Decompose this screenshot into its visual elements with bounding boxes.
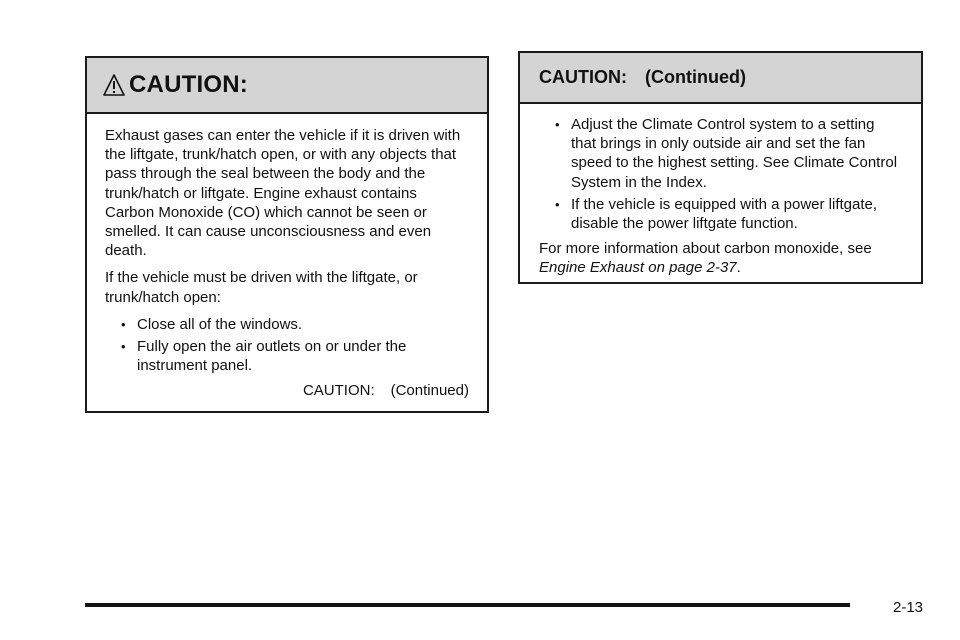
reference-link[interactable]: Engine Exhaust on page 2-37 [539,259,737,277]
list-item [539,195,903,233]
continued-suffix: (Continued) [390,382,469,400]
caution-paragraph: If the vehicle must be driven with the liftgate, or trunk/hatch open: [105,269,418,306]
caution-paragraph: Exhaust gases can enter the vehicle if it is driven with the liftgate, trunk/hatch open, or with any objects that pass through the seal between the body and the trunk/hatch or liftgate. Engine exhaust contains Carbon Monoxide (CO) which cannot be seen or smelled. It can cause unconsciousness and even death. [105,127,461,260]
list-item-text: If the vehicle is equipped with a power liftgate, disable the power liftgate function. [571,195,878,233]
bullet-icon: • [555,196,560,212]
caution-continued-title [539,67,746,88]
list-item-text: Fully open the air outlets on or under the instrument panel. [137,338,407,375]
more-info-text: For more information about carbon monoxide, see [539,240,872,258]
continued-note [105,381,469,400]
caution-continued-header [520,53,921,104]
reference-end: . [736,259,741,277]
bullet-icon: • [121,316,126,332]
caution-bullet-list [105,315,469,376]
caution-continued-label: CAUTION: [539,67,627,87]
caution-header [87,58,487,114]
warning-triangle-icon [103,73,125,97]
list-item-text: Close all of the windows. [137,315,303,333]
list-item [105,337,469,375]
caution-continued-box [518,51,923,284]
bullet-icon: • [555,117,560,132]
list-item [105,315,469,334]
continued-label: CAUTION: [302,382,375,400]
list-item [539,115,903,192]
caution-bullet-list [539,115,903,233]
caution-box [85,56,489,413]
page-number: 2-13 [893,599,924,616]
caution-continued-body [520,104,921,278]
caution-continued-suffix: (Continued) [645,67,746,87]
caution-body [87,114,487,401]
caution-title: CAUTION: [129,71,248,98]
bullet-icon: • [121,339,126,355]
footer-rule [85,603,850,607]
more-info-paragraph [539,239,903,277]
list-item-text: Adjust the Climate Control system to a setting that brings in only outside air and set the fan speed to the highest setting. See Climate Control System in the Index. [571,116,898,191]
